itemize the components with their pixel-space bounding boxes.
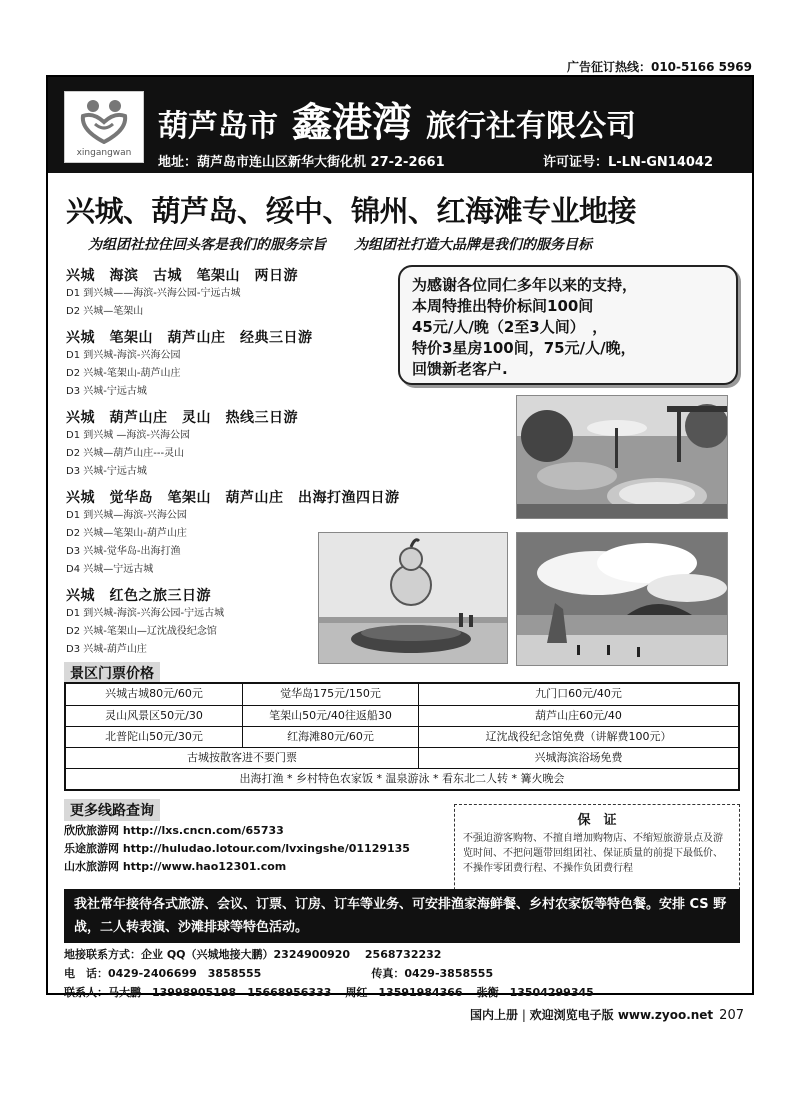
route-day: D3 兴城-宁远古城 bbox=[66, 466, 147, 477]
table-row bbox=[66, 747, 738, 768]
route-day: D1 到兴城 —海滨-兴海公园 bbox=[66, 430, 191, 441]
route-title: 兴城 葫芦山庄 灵山 热线三日游 bbox=[66, 410, 298, 426]
promo-line: 特价3星房100间，75元/人/晚， bbox=[412, 339, 636, 357]
guarantee-title: 保 证 bbox=[577, 813, 617, 828]
table-row bbox=[66, 726, 738, 747]
logo-icon bbox=[77, 98, 131, 144]
slogan-1: 为组团社拉住回头客是我们的服务宗旨 bbox=[88, 237, 326, 253]
table-cell: 北普陀山50元/30元 bbox=[105, 730, 203, 743]
contact-person: 张衡 13504299345 bbox=[476, 986, 594, 999]
company-license: 许可证号：L-LN-GN14042 bbox=[543, 155, 714, 170]
people-label: 联系人： bbox=[64, 986, 108, 999]
route-title: 兴城 海滨 古城 笔架山 两日游 bbox=[66, 268, 298, 284]
guarantee-body: 不强迫游客购物、不擅自增加购物店、不缩短旅游景点及游览时间、不把问题带回组团社、保证质量的前提下最低价、不操作零团费行程、不操作负团费行程 bbox=[463, 833, 723, 874]
table-cell: 红海滩80元/60元 bbox=[242, 727, 418, 747]
company-logo bbox=[64, 91, 144, 163]
route-day: D3 兴城-葫芦山庄 bbox=[66, 644, 147, 655]
route-day: D4 兴城—宁远古城 bbox=[66, 564, 154, 575]
site-url-link[interactable]: http://www.hao12301.com bbox=[122, 860, 287, 873]
route-day: D3 兴城-觉华岛-出海打渔 bbox=[66, 546, 181, 557]
table-row bbox=[66, 768, 738, 789]
route-title: 兴城 红色之旅三日游 bbox=[66, 588, 211, 604]
company-city: 葫芦岛市 bbox=[158, 109, 278, 144]
promo-line: 为感谢各位同仁多年以来的支持， bbox=[412, 276, 638, 294]
company-address: 地址：葫芦岛市连山区新华大街化机 27-2-2661 bbox=[158, 155, 445, 170]
contact-info bbox=[64, 945, 740, 1002]
site-name: 山水旅游网 bbox=[64, 860, 119, 873]
table-cell: 灵山风景区50元/30 bbox=[105, 709, 203, 722]
ad-frame bbox=[46, 75, 754, 999]
page-number: 207 bbox=[719, 1008, 744, 1023]
company-brand: 鑫港湾 bbox=[292, 99, 412, 146]
route-day: D2 兴城—笔架山 bbox=[66, 306, 144, 317]
fax-value: 0429-3858555 bbox=[404, 967, 494, 980]
route-day: D3 兴城-宁远古城 bbox=[66, 386, 147, 397]
headline: 兴城、葫芦岛、绥中、锦州、红海滩专业地接 bbox=[66, 194, 637, 228]
route-day: D2 兴城-笔架山-葫芦山庄 bbox=[66, 368, 181, 379]
route-day: D2 兴城—葫芦山庄---灵山 bbox=[66, 448, 185, 459]
table-cell: 古城按散客进不要门票 bbox=[187, 751, 297, 764]
footer-website: 欢迎浏览电子版 www.zyoo.net bbox=[529, 1008, 714, 1022]
activities-cell: 出海打渔 * 乡村特色农家饭 * 温泉游泳 * 看东北二人转 * 篝火晚会 bbox=[239, 772, 565, 785]
company-title bbox=[158, 91, 636, 148]
footer-section: 国内上册 bbox=[469, 1008, 518, 1022]
promo-line: 本周特推出特价标间100间 bbox=[412, 297, 594, 315]
table-cell: 兴城海滨浴场免费 bbox=[418, 748, 738, 768]
table-row bbox=[66, 705, 738, 726]
logo-text: xingangwan bbox=[76, 148, 132, 158]
photo-gourd-statue bbox=[318, 532, 508, 664]
table-cell: 兴城古城80元/60元 bbox=[105, 687, 203, 700]
photo-seaside bbox=[516, 532, 728, 666]
more-routes-title: 更多线路查询 bbox=[64, 799, 160, 821]
tickets-title: 景区门票价格 bbox=[64, 662, 160, 684]
route-day: D2 兴城—笔架山-葫芦山庄 bbox=[66, 528, 187, 539]
table-cell: 觉华岛175元/150元 bbox=[242, 684, 418, 705]
site-name: 乐途旅游网 bbox=[64, 842, 119, 855]
promo-line: 回馈新老客户. bbox=[412, 360, 508, 378]
table-cell: 葫芦山庄60元/40 bbox=[418, 706, 738, 726]
route-day: D1 到兴城—海滨-兴海公园 bbox=[66, 510, 187, 521]
qq-value: 企业 QQ（兴城地接大鹏）2324900920 2568732232 bbox=[141, 948, 442, 961]
route-day: D2 兴城-笔架山—辽沈战役纪念馆 bbox=[66, 626, 217, 637]
contact-people-row bbox=[64, 983, 740, 1002]
contact-phone-row bbox=[64, 964, 740, 983]
company-header bbox=[48, 77, 752, 173]
route-links bbox=[64, 822, 444, 876]
link-row bbox=[64, 822, 444, 840]
link-row bbox=[64, 840, 444, 858]
promo-box bbox=[398, 265, 738, 385]
route-day: D1 到兴城——海滨-兴海公园-宁远古城 bbox=[66, 288, 241, 299]
table-cell: 辽沈战役纪念馆免费（讲解费100元） bbox=[418, 727, 738, 747]
route-item bbox=[66, 407, 466, 481]
company-type: 旅行社有限公司 bbox=[426, 109, 636, 144]
link-row bbox=[64, 858, 444, 876]
contact-person: 马大鹏 13998905198 15668956333 bbox=[108, 986, 332, 999]
phone-label: 电 话： bbox=[64, 967, 108, 980]
phone-value: 0429-2406699 3858555 bbox=[108, 967, 262, 980]
route-day: D1 到兴城-海滨-兴海公园-宁远古城 bbox=[66, 608, 225, 619]
route-title: 兴城 觉华岛 笔架山 葫芦山庄 出海打渔四日游 bbox=[66, 490, 400, 506]
contact-qq-row bbox=[64, 945, 740, 964]
site-name: 欣欣旅游网 bbox=[64, 824, 119, 837]
page-footer: 国内上册 | 欢迎浏览电子版 www.zyoo.net 207 bbox=[469, 1008, 744, 1023]
slogans bbox=[88, 234, 592, 254]
route-day: D1 到兴城-海滨-兴海公园 bbox=[66, 350, 181, 361]
site-url-link[interactable]: http://lxs.cncn.com/65733 bbox=[122, 824, 284, 837]
ticket-price-table bbox=[64, 682, 740, 791]
slogan-2: 为组团社打造大品牌是我们的服务目标 bbox=[354, 237, 592, 253]
table-row bbox=[66, 684, 738, 705]
qq-label: 地接联系方式： bbox=[64, 948, 141, 961]
contact-person: 周红 13591984366 bbox=[345, 986, 463, 999]
ad-hotline: 广告征订热线：010-5166 5969 bbox=[566, 60, 752, 74]
photo-park bbox=[516, 395, 728, 519]
services-banner: 我社常年接待各式旅游、会议、订票、订房、订车等业务、可安排渔家海鲜餐、乡村农家饭等特色餐。安排 CS 野战，二人转表演、沙滩排球等特色活动。 bbox=[64, 889, 740, 943]
site-url-link[interactable]: http://huludao.lotour.com/lvxingshe/01129135 bbox=[122, 842, 410, 855]
promo-line: 45元/人/晚（2至3人间） ， bbox=[412, 318, 608, 336]
route-title: 兴城 笔架山 葫芦山庄 经典三日游 bbox=[66, 330, 313, 346]
guarantee-box bbox=[454, 804, 740, 900]
fax-label: 传真： bbox=[371, 967, 405, 980]
table-cell: 笔架山50元/40往返船30 bbox=[242, 706, 418, 726]
table-cell: 九门口60元/40元 bbox=[418, 684, 738, 705]
